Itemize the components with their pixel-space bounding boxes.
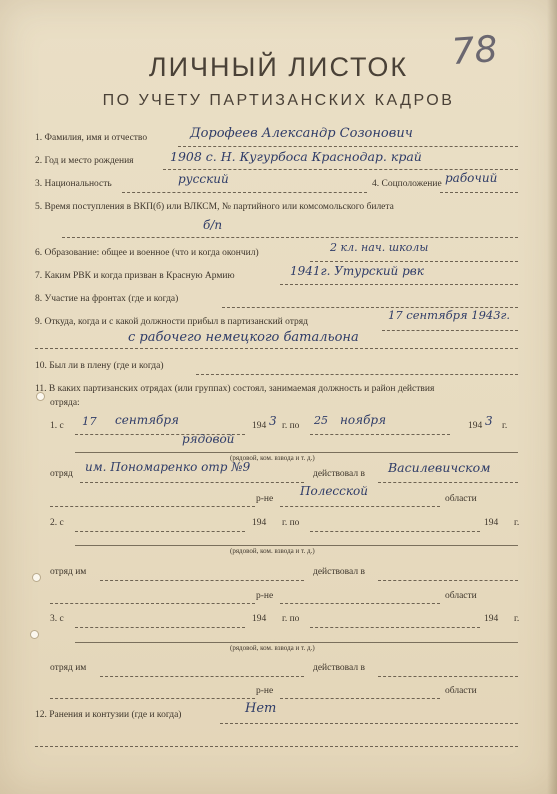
q11-label-cont: отряда: — [50, 398, 80, 408]
entry3-from-line — [75, 627, 245, 628]
entry3-g: г. — [514, 614, 520, 624]
entry1-year-from: 3 — [269, 414, 277, 428]
entry1-role-caption: (рядовой, ком. взвода и т. д.) — [230, 454, 315, 462]
paper-edge — [547, 0, 557, 794]
entry1-rayon-label: р-не — [256, 494, 274, 504]
entry1-oblast-label: области — [445, 494, 477, 504]
entry3-to-line — [310, 627, 480, 628]
entry2-role-line — [75, 545, 518, 546]
entry3-acted-label: действовал в — [313, 663, 365, 673]
entry1-oblast: Полесской — [300, 484, 368, 498]
entry1-year-to: 3 — [485, 414, 493, 428]
q6-label: 6. Образование: общее и военное (что и когда окончил) — [35, 248, 259, 258]
entry1-year-to-prefix: 194 — [468, 421, 483, 431]
page-title: ЛИЧНЫЙ ЛИСТОК — [148, 52, 409, 82]
q12-value: Нет — [245, 701, 277, 716]
entry2-year-to-prefix: 194 — [484, 518, 499, 528]
entry1-acted-label: действовал в — [313, 469, 365, 479]
q12-line2 — [35, 746, 518, 747]
entry1-to-line — [310, 434, 450, 435]
q4-value: рабочий — [445, 171, 498, 185]
q6-line — [310, 261, 518, 262]
q5-label: 5. Время поступления в ВКП(б) или ВЛКСМ, № партийного или комсомольского билета — [35, 202, 394, 212]
entry3-oblast-line — [280, 698, 440, 699]
entry1-area: Василевичском — [388, 460, 491, 475]
entry1-month-to: ноября — [340, 413, 387, 427]
q1-line — [178, 146, 518, 147]
q2-line — [163, 169, 518, 170]
entry1-g: г. — [502, 421, 508, 431]
q9-line — [382, 330, 518, 331]
punch-hole — [32, 573, 41, 582]
entry1-oblast-line — [280, 506, 440, 507]
entry3-unit-line — [100, 676, 304, 677]
q9-line2 — [35, 348, 518, 349]
q4-line — [440, 192, 518, 193]
q7-label: 7. Каким РВК и когда призван в Красную Армию — [35, 271, 235, 281]
entry3-year-from-prefix: 194 — [252, 614, 267, 624]
entry2-rayon-line — [50, 603, 255, 604]
q9-value: 17 сентября 1943г. — [388, 308, 511, 322]
q8-label: 8. Участие на фронтах (где и когда) — [35, 294, 179, 304]
entry1-day-from: 17 — [82, 414, 97, 428]
entry1-unit-line — [80, 482, 304, 483]
entry2-g: г. — [514, 518, 520, 528]
entry1-rayon-line — [50, 506, 255, 507]
document-number: 78 — [450, 28, 499, 74]
q7-line — [280, 284, 518, 285]
entry3-oblast-label: области — [445, 686, 477, 696]
entry2-oblast-label: области — [445, 591, 477, 601]
q10-label: 10. Был ли в плену (где и когда) — [35, 361, 164, 371]
entry2-unit-line — [100, 580, 304, 581]
q11-label: 11. В каких партизанских отрядах (или группах) состоял, занимаемая должность и район действия — [35, 384, 435, 394]
entry1-area-line — [378, 482, 518, 483]
entry3-role-caption: (рядовой, ком. взвода и т. д.) — [230, 644, 315, 652]
entry2-role-caption: (рядовой, ком. взвода и т. д.) — [230, 547, 315, 555]
q3-value: русский — [178, 172, 229, 186]
entry1-month-from: сентября — [115, 413, 180, 427]
entry3-rayon-label: р-не — [256, 686, 274, 696]
entry1-po: г. по — [282, 421, 300, 431]
q3-line — [122, 192, 367, 193]
page-subtitle: ПО УЧЕТУ ПАРТИЗАНСКИХ КАДРОВ — [102, 92, 455, 109]
entry1-role-line — [75, 452, 518, 453]
entry2-area-line — [378, 580, 518, 581]
q9-label: 9. Откуда, когда и с какой должности прибыл в партизанский отряд — [35, 317, 308, 327]
entry2-unit-label: отряд им — [50, 567, 87, 577]
q2-label: 2. Год и место рождения — [35, 156, 134, 166]
entry2-from-line — [75, 531, 245, 532]
punch-hole — [30, 630, 39, 639]
entry3-po: г. по — [282, 614, 300, 624]
entry3-role-line — [75, 642, 518, 643]
q10-line — [196, 374, 518, 375]
entry1-unit-label: отряд — [50, 469, 73, 479]
entry1-day-to: 25 — [314, 414, 328, 427]
entry3-unit-label: отряд им — [50, 663, 87, 673]
entry2-po: г. по — [282, 518, 300, 528]
q5-value: б/п — [203, 218, 223, 232]
entry2-to-line — [310, 531, 480, 532]
entry1-role: рядовой — [182, 432, 235, 446]
q2-value: 1908 с. Н. Кугурбоса Краснодар. край — [170, 149, 422, 164]
entry3-area-line — [378, 676, 518, 677]
entry2-year-from-prefix: 194 — [252, 518, 267, 528]
q12-label: 12. Ранения и контузии (где и когда) — [35, 710, 182, 720]
entry1-year-from-prefix: 194 — [252, 421, 267, 431]
q1-label: 1. Фамилия, имя и отчество — [35, 133, 148, 143]
q7-value: 1941г. Утурский рвк — [290, 264, 424, 278]
q4-label: 4. Соцположение — [372, 179, 442, 189]
q5-line — [62, 237, 518, 238]
entry1-number: 1. с — [50, 421, 64, 431]
q9-value2: с рабочего немецкого батальона — [128, 330, 359, 345]
entry2-oblast-line — [280, 603, 440, 604]
entry1-unit: им. Пономаренко отр №9 — [85, 460, 251, 474]
entry2-number: 2. с — [50, 518, 64, 528]
entry2-acted-label: действовал в — [313, 567, 365, 577]
entry3-rayon-line — [50, 698, 255, 699]
entry3-year-to-prefix: 194 — [484, 614, 499, 624]
q1-value: Дорофеев Александр Созонович — [190, 126, 413, 141]
entry3-number: 3. с — [50, 614, 64, 624]
q6-value: 2 кл. нач. школы — [330, 241, 429, 254]
entry2-rayon-label: р-не — [256, 591, 274, 601]
q12-line — [220, 723, 518, 724]
q3-label: 3. Национальность — [35, 179, 112, 189]
